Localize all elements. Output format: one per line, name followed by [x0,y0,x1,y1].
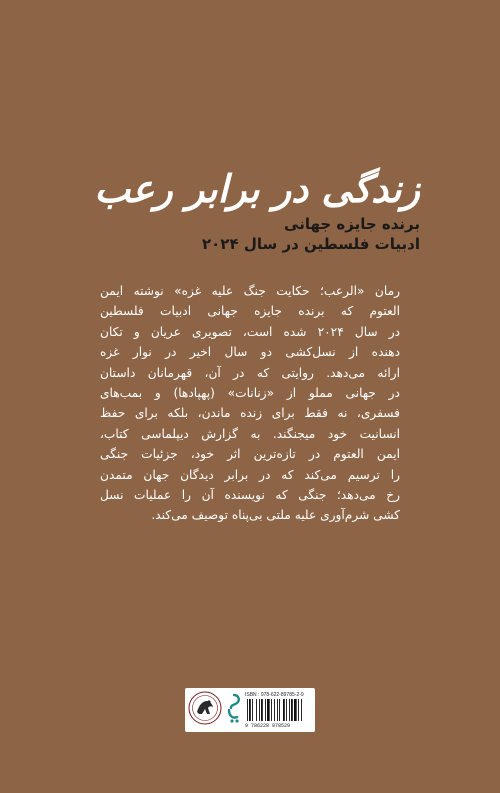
isbn-label: ISBN : 978-622-89785-2-9 [245,692,304,698]
barcode-bar [271,699,272,721]
barcode-bar [294,699,297,721]
blurb-line: در جهانی مملو از «زنانات» (پهپادها) و بمب‌های [100,386,400,401]
barcode-number: 9 786228 978529 [245,723,291,729]
blurb-text [100,281,400,526]
barcode-bar [291,699,293,721]
blurb-line: انسانیت خود میجنگند. به گزارش دیپلماسی کتاب، [100,426,400,441]
blurb-line: ارائه می‌دهد. روایتی که در آن، قهرمانان داستان [100,365,400,380]
subtitle-line: برنده جایزه جهانی [284,215,420,233]
blurb-line: را ترسیم می‌کند که در برابر دیدگان جهان متمدن [100,467,400,482]
barcode-bar [261,699,263,721]
barcode-bar [265,699,266,721]
blurb-line: در سال ۲۰۲۴ شده است، تصویری عریان و تکان [100,324,400,339]
subtitle-line: ادبیات فلسطین در سال ۲۰۲۴ [202,235,420,254]
barcode-bar [267,699,270,721]
barcode-bar [249,699,251,721]
barcode-bar [298,699,299,721]
barcode-bar [256,699,257,721]
blurb-line: ایمن العتوم در تازه‌ترین اثر خود، جزئیات جنگی [100,447,400,462]
blurb-line: العتوم که برنده جایزه جهانی ادبیات فلسطین [100,304,400,319]
barcode-bar [301,699,302,721]
blurb-line: فسفری، نه فقط برای زنده ماندن، بلکه برای حفظ [100,406,400,421]
barcode-bar [247,699,248,721]
publisher-logo-icon [225,692,243,726]
publisher-seal-icon [188,691,222,725]
barcode-bars [247,699,311,721]
title-block [94,166,420,255]
blurb-line: دهنده از نسل‌کشی دو سال اخیر در نوار غزه [100,345,400,360]
award-subtitle [100,214,420,255]
barcode-bar [289,699,290,721]
book-title: زندگی در برابر رعب [94,166,420,211]
barcode-bar [259,699,260,721]
barcode-bar [277,699,278,721]
barcode-bar [252,699,253,721]
barcode-bar [286,699,287,721]
blurb-line: رخ می‌دهد؛ جنگی که نویسنده آن را عملیات نسل [100,488,400,503]
barcode-bar [274,699,275,721]
blurb-line: رمان «الرعب؛ حکایت جنگ علیه غزه» نوشته ایمن [100,284,400,298]
blurb-line: کشی شرم‌آوری علیه ملتی بی‌پناه توصیف می‌کند. [151,508,400,523]
barcode-panel [185,688,315,732]
barcode-bar [283,699,285,721]
barcode-bar [279,699,280,721]
